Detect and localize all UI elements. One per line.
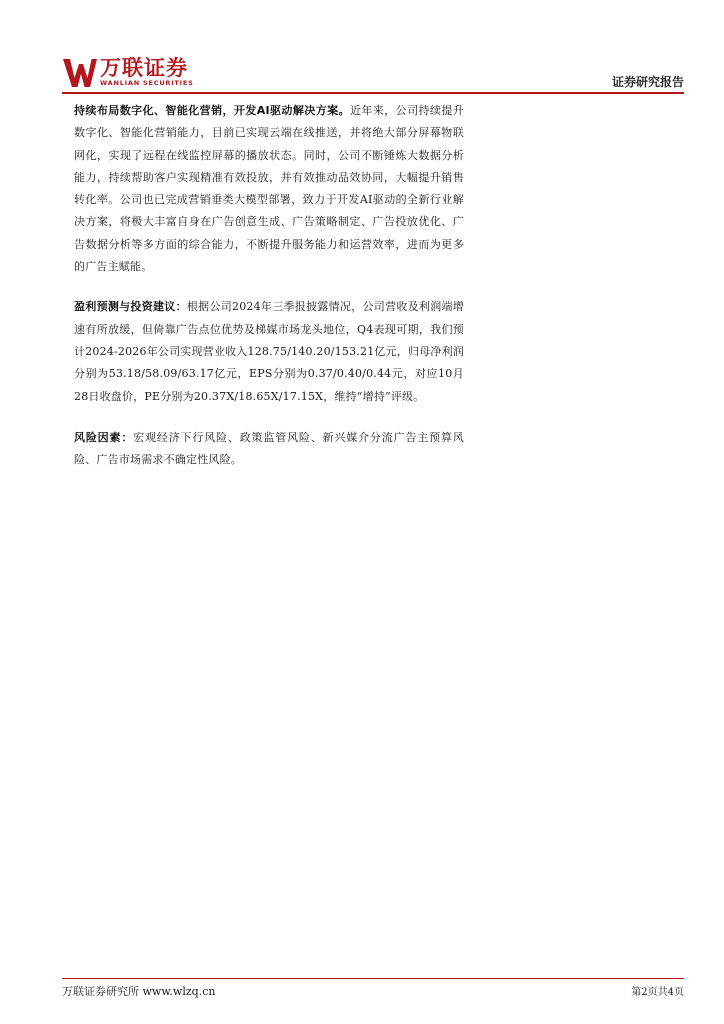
footer-institute-link[interactable]: 万联证券研究所 www.wlzq.cn [62, 985, 216, 998]
paragraph-lead: 风险因素： [74, 430, 134, 444]
page-number: 第2页共4页 [631, 987, 684, 998]
report-type-label: 证券研究报告 [611, 75, 684, 89]
paragraph-body: 近年来，公司持续提升数字化、智能化营销能力，目前已实现云端在线推送，并将绝大部分屏幕物联网化，实现了远程在线监控屏幕的播放状态。同时，公司不断锤炼大数据分析能力，持续帮助客户实现精准有效投放，并有效推动品效协同，大幅提升销售转化率。公司也已完成营销垂类大模型部署，致力于开发AI驱动的全新行业解决方案，将极大丰富自身在广告创意生成、广告策略制定、广告投放优化、广告数据分析等多方面的综合能力，不断提升服务能力和运营效率，进而为更多的广告主赋能。 [74, 104, 464, 274]
page-header [62, 56, 684, 92]
logo-chinese-name: 万联证券 [100, 56, 188, 80]
paragraph-body: 根据公司2024年三季报披露情况，公司营收及利润端增速有所放缓，但倚靠广告点位优势及梯媒市场龙头地位，Q4表现可期，我们预计2024-2026年公司实现营业收入128.75/140.20/153.21亿元，归母净利润分别为53.18/58.09/63.17亿元，EPS分别为0.37/0.40/0.44元，对应10月28日收盘价，PE分别为20.37X/18.65X/17.15X，维持“增持”评级。 [74, 300, 464, 403]
company-logo [62, 56, 222, 92]
wanlian-w-logo-icon [62, 56, 98, 90]
main-content [74, 100, 464, 471]
paragraph-risk-factors [74, 427, 464, 472]
paragraph-lead: 盈利预测与投资建议： [74, 300, 187, 314]
footer-divider [62, 978, 684, 979]
paragraph-earnings-forecast [74, 296, 464, 407]
paragraph-lead: 持续布局数字化、智能化营销，开发AI驱动解决方案。 [74, 104, 350, 117]
paragraph-body: 宏观经济下行风险、政策监管风险、新兴媒介分流广告主预算风险、广告市场需求不确定性风险。 [74, 430, 464, 467]
logo-english-name: WANLIAN SECURITIES [100, 79, 194, 87]
paragraph-digital-marketing [74, 100, 464, 278]
header-divider [62, 92, 684, 94]
